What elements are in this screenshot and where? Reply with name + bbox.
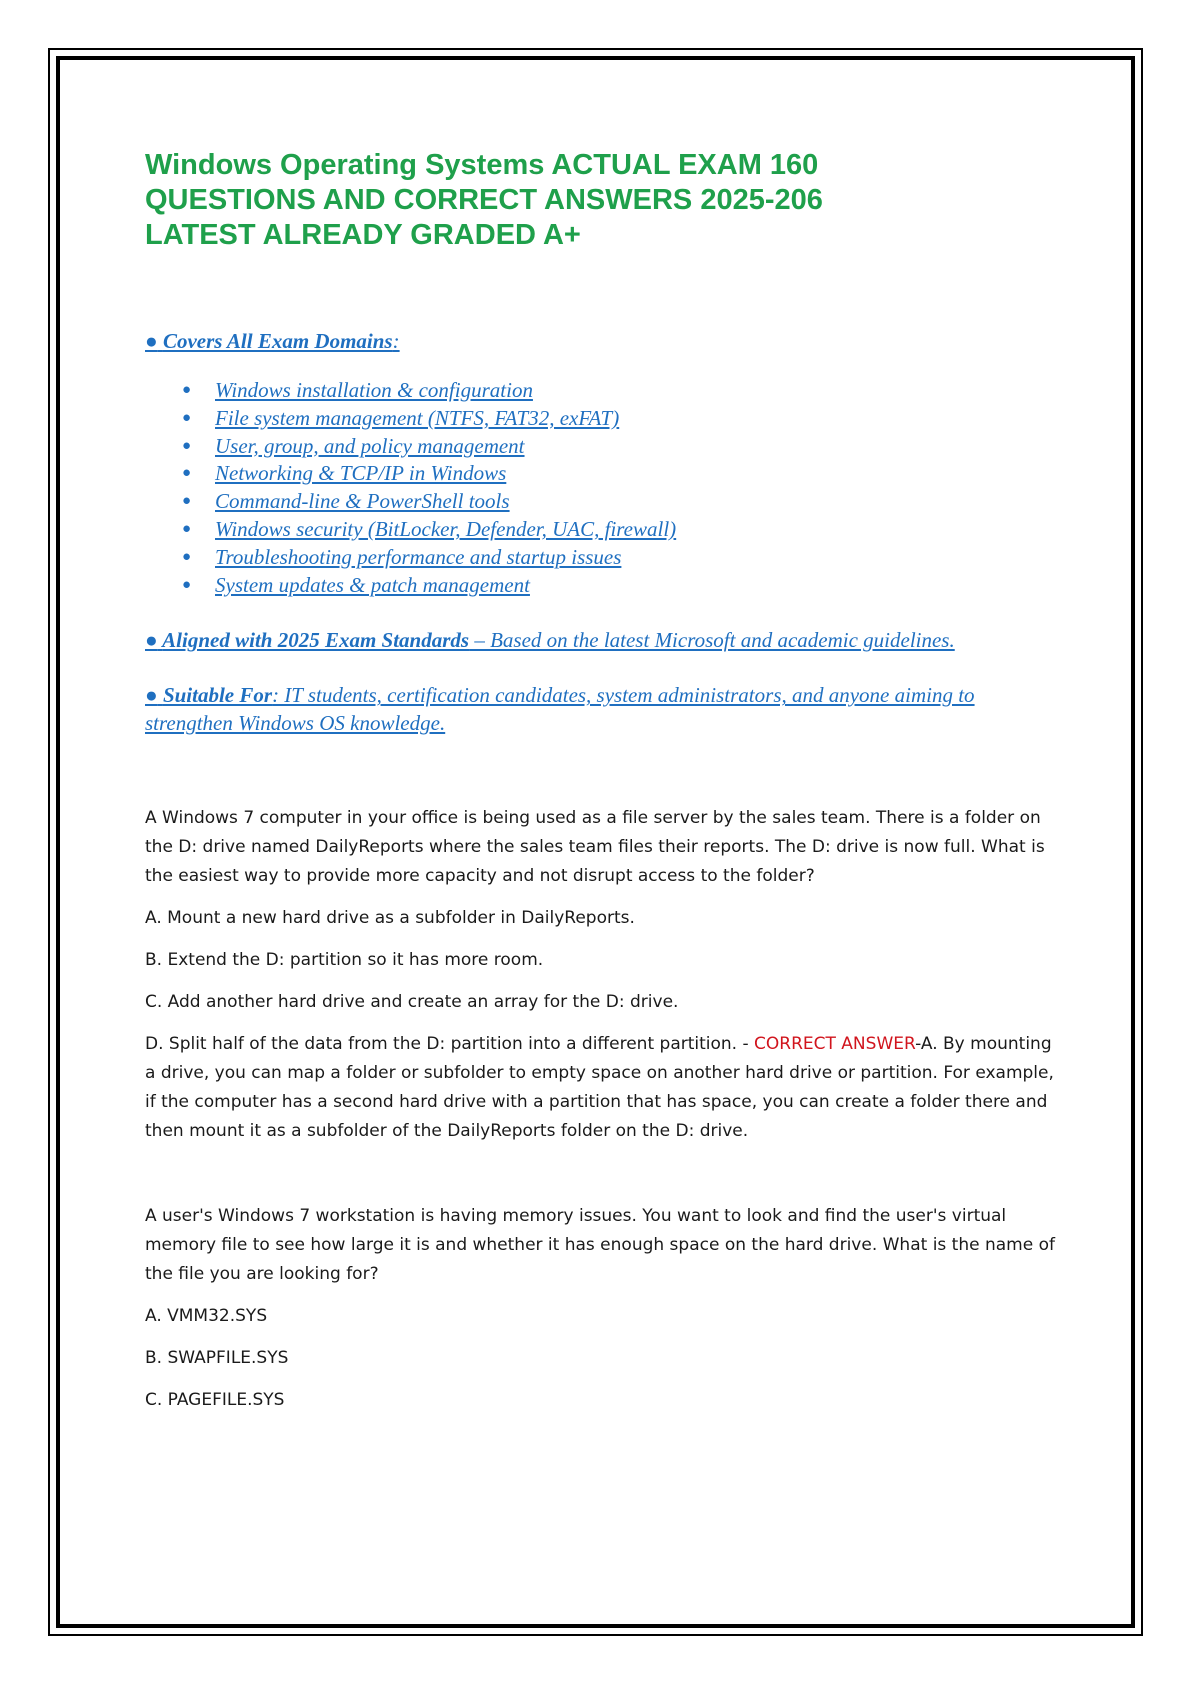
bullet-icon: ●	[182, 409, 192, 426]
correct-answer-label: CORRECT ANSWER	[754, 1034, 916, 1055]
title-line: LATEST ALREADY GRADED A+	[145, 219, 581, 251]
bullet-icon: ●	[182, 576, 192, 593]
bullet-icon: ●	[182, 465, 192, 482]
answer-option: B. SWAPFILE.SYS	[145, 1348, 289, 1369]
exam-domains-list	[145, 377, 1065, 599]
list-item[interactable]: ● User, group, and policy management	[145, 433, 1065, 461]
list-item[interactable]: ● Windows security (BitLocker, Defender, UAC, firewall)	[145, 516, 1065, 544]
aligned-text: – Based on the latest Microsoft and academic guidelines.	[469, 628, 955, 653]
document-title	[145, 148, 1065, 253]
list-item[interactable]: ● Command-line & PowerShell tools	[145, 488, 1065, 516]
bullet-icon: ●	[182, 437, 192, 454]
aligned-heading: Aligned with 2025 Exam Standards	[162, 628, 470, 653]
question-1	[145, 804, 1065, 1146]
covers-heading[interactable]	[145, 328, 1065, 354]
aligned-standards-paragraph[interactable]	[145, 626, 1065, 654]
answer-option: D. Split half of the data from the D: partition into a different partition. -	[145, 1034, 755, 1055]
bullet-icon: ●	[182, 520, 192, 537]
list-item[interactable]: ● Networking & TCP/IP in Windows	[145, 460, 1065, 488]
suitable-text: : IT students, certification candidates, system administrators, and anyone aiming to strengthen Windows OS knowledge.	[145, 683, 975, 736]
list-item[interactable]: ● Troubleshooting performance and startup issues	[145, 544, 1065, 572]
answer-option: B. Extend the D: partition so it has more room.	[145, 950, 544, 971]
covers-heading-text: Covers All Exam Domains	[162, 329, 393, 353]
list-item[interactable]: ● Windows installation & configuration	[145, 377, 1065, 405]
list-item[interactable]: ● File system management (NTFS, FAT32, exFAT)	[145, 405, 1065, 433]
answer-explanation: -A. By mounting a drive, you can map a folder or subfolder to empty space on another hard drive or partition. For example, if the computer has a second hard drive with a partition that has space, you can create a folder there and then mount it as a subfolder of the DailyReports folder on the D: drive.	[145, 1034, 1054, 1142]
suitable-heading: Suitable For	[162, 683, 273, 708]
answer-option: A. Mount a new hard drive as a subfolder in DailyReports.	[145, 908, 635, 929]
title-line: Windows Operating Systems ACTUAL EXAM 160	[145, 149, 819, 181]
question-text: A user's Windows 7 workstation is having memory issues. You want to look and find the user's virtual memory file to see how large it is and whether it has enough space on the hard drive. What is the name of the file you are looking for?	[145, 1206, 1055, 1285]
question-text: A Windows 7 computer in your office is being used as a file server by the sales team. There is a folder on the D: drive named DailyReports where the sales team files their reports. The D: drive is now full. What is the easiest way to provide more capacity and not disrupt access to the folder?	[145, 808, 1045, 887]
answer-option-with-explanation	[145, 1030, 1065, 1146]
document-content	[145, 148, 1065, 1415]
bullet-icon: ●	[145, 329, 158, 353]
bullet-icon: ●	[145, 683, 158, 708]
covers-heading-colon: :	[392, 329, 400, 353]
bullet-icon: ●	[182, 382, 192, 398]
bullet-icon: ●	[182, 493, 192, 510]
bullet-icon: ●	[145, 628, 158, 653]
question-2	[145, 1202, 1065, 1415]
answer-option: C. PAGEFILE.SYS	[145, 1390, 285, 1411]
suitable-for-paragraph[interactable]	[145, 681, 1065, 737]
answer-option: A. VMM32.SYS	[145, 1306, 268, 1327]
title-line: QUESTIONS AND CORRECT ANSWERS 2025-206	[145, 184, 823, 216]
list-item[interactable]: ● System updates & patch management	[145, 572, 1065, 600]
bullet-icon: ●	[182, 548, 192, 565]
answer-option: C. Add another hard drive and create an array for the D: drive.	[145, 992, 679, 1013]
